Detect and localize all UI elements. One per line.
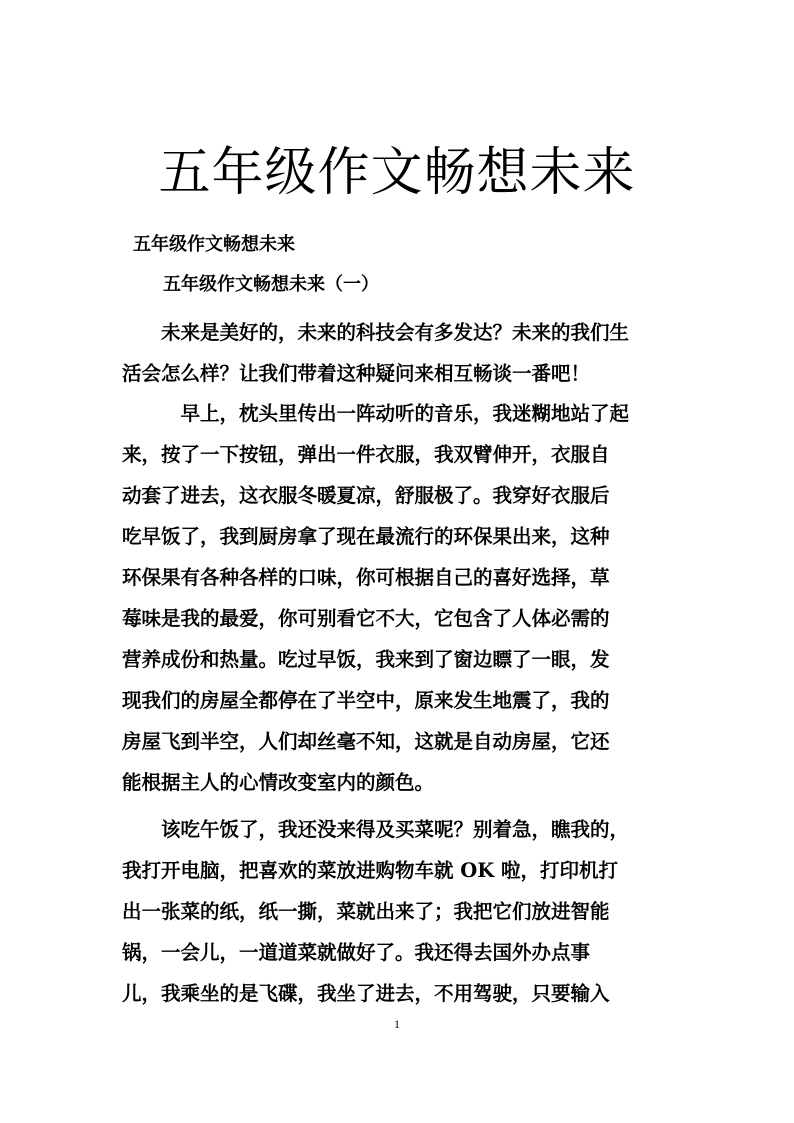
section-heading: 五年级作文畅想未来（一）	[163, 274, 379, 295]
paragraph-lunch	[122, 809, 682, 1014]
text-line: 来，按了一下按钮，弹出一件衣服，我双臂伸开，衣服自	[122, 443, 610, 466]
text-line: 早上，枕头里传出一阵动听的音乐，我迷糊地站了起	[122, 402, 630, 425]
document-subtitle: 五年级作文畅想未来	[133, 234, 295, 255]
text-line: 我打开电脑，把喜欢的菜放进购物车就 OK 啦，打印机打	[122, 859, 619, 882]
text-line: 未来是美好的，未来的科技会有多发达？未来的我们生	[122, 321, 630, 344]
text-line: 房屋飞到半空，人们却丝毫不知，这就是自动房屋，它还	[122, 730, 610, 753]
text-line: 吃早饭了，我到厨房拿了现在最流行的环保果出来，这种	[122, 525, 610, 548]
text-line: 环保果有各种各样的口味，你可根据自己的喜好选择，草	[122, 566, 610, 589]
text-line: 动套了进去，这衣服冬暖夏凉，舒服极了。我穿好衣服后	[122, 484, 610, 507]
text-line: 现我们的房屋全都停在了半空中，原来发生地震了，我的	[122, 689, 610, 712]
paragraph-intro	[122, 312, 682, 394]
page-number: 1	[394, 1017, 400, 1031]
text-line: 活会怎么样？让我们带着这种疑问来相互畅谈一番吧！	[122, 362, 591, 385]
document-title: 五年级作文畅想未来	[158, 143, 636, 203]
text-line: 儿，我乘坐的是飞碟，我坐了进去，不用驾驶，只要输入	[122, 982, 610, 1005]
text-line: 能根据主人的心情改变室内的颜色。	[122, 771, 435, 794]
text-line: 莓味是我的最爱，你可别看它不大，它包含了人体必需的	[122, 607, 610, 630]
text-line: 出一张菜的纸，纸一撕，菜就出来了；我把它们放进智能	[122, 900, 610, 923]
text-line: 营养成份和热量。吃过早饭，我来到了窗边瞟了一眼，发	[122, 648, 610, 671]
text-line: 该吃午饭了，我还没来得及买菜呢？别着急，瞧我的，	[122, 818, 630, 841]
text-line: 锅，一会儿，一道道菜就做好了。我还得去国外办点事	[122, 941, 591, 964]
paragraph-morning	[122, 393, 682, 803]
